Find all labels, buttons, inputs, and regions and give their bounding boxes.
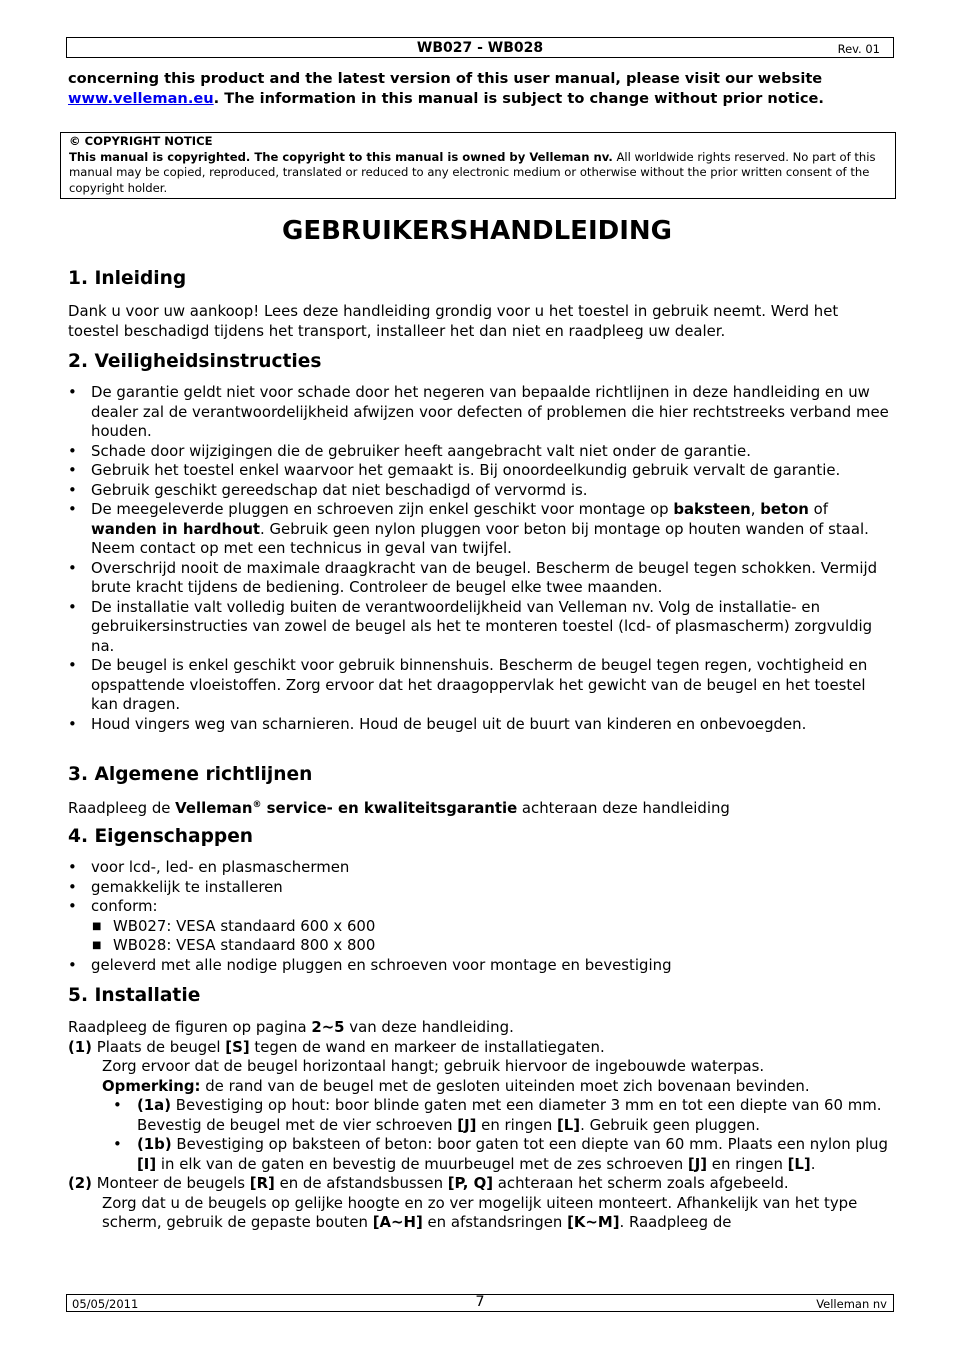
sub-list-item: ■ WB027: VESA standaard 600 x 600	[92, 916, 376, 935]
list-item: • De installatie valt volledig buiten de verantwoordelijkheid van Velleman nv. Volg de installatie- en gebruikersinstructies van zowel de beugel als het te monteren toestel (lcd- of plasmascherm) zorgvuldig na.	[68, 597, 873, 655]
copyright-notice	[60, 132, 896, 199]
list-item: • gemakkelijk te installeren	[68, 877, 283, 896]
section-heading-eigenschappen: 4. Eigenschappen	[68, 826, 254, 847]
section-heading-installatie: 5. Installatie	[68, 985, 201, 1006]
document-model-title: WB027 - WB028	[416, 40, 544, 56]
section-heading-inleiding: 1. Inleiding	[68, 268, 187, 289]
intro-text: concerning this product and the latest version of this user manual, please visit our website	[68, 70, 823, 87]
list-item: • Houd vingers weg van scharnieren. Houd de beugel uit de buurt van kinderen en onbevoegden.	[68, 714, 807, 733]
installation-steps	[68, 1018, 890, 1233]
section-text-inleiding: Dank u voor uw aankoop! Lees deze handleiding grondig voor u het toestel in gebruik neemt. Werd het toestel beschadigd tijdens het transport, installeer het dan niet en raadpleeg uw dealer.	[68, 302, 839, 340]
intro-notice	[68, 69, 888, 108]
list-item: • Gebruik geschikt gereedschap dat niet beschadigd of vervormd is.	[68, 480, 588, 499]
intro-text-end: . The information in this manual is subject to change without prior notice.	[213, 89, 824, 107]
footer-date: 05/05/2011	[72, 1297, 139, 1311]
page-number: 7	[475, 1294, 485, 1310]
list-item: • geleverd met alle nodige pluggen en schroeven voor montage en bevestiging	[68, 955, 672, 974]
page-header	[66, 37, 894, 58]
list-item: • conform:	[68, 897, 158, 915]
sub-list-item: ■ WB028: VESA standaard 800 x 800	[92, 936, 376, 954]
features-list	[68, 858, 890, 975]
revision-label: Rev. 01	[837, 42, 880, 56]
list-item: • De meegeleverde pluggen en schroeven zijn enkel geschikt voor montage op baksteen, beton of wanden in hardhout. Gebruik geen nylon pluggen voor beton bij montage op houten wanden of staal. Neem contact op met een technicus in geval van twijfel.	[68, 500, 869, 557]
list-item: • De beugel is enkel geschikt voor gebruik binnenshuis. Bescherm de beugel tegen regen, vochtigheid en opspattende vloeistoffen. Zorg ervoor dat het draagoppervlak het gewicht van de beugel en het toestel kan dragen.	[68, 656, 868, 713]
safety-list	[68, 383, 890, 734]
list-item: • Overschrijd nooit de maximale draagkracht van de beugel. Bescherm de beugel tegen schokken. Vermijd brute kracht tijdens de bediening. Controleer de beugel elke twee maanden.	[68, 558, 878, 596]
list-item: • voor lcd-, led- en plasmaschermen	[68, 858, 350, 876]
copyright-body	[69, 150, 887, 197]
list-item: • Schade door wijzigingen die de gebruiker heeft aangebracht valt niet onder de garantie.	[68, 441, 751, 460]
step-1-note: Zorg ervoor dat de beugel horizontaal hangt; gebruik hiervoor de ingebouwde waterpas.	[102, 1057, 765, 1075]
copyright-text: All worldwide rights reserved. No part of this manual may be copied, reproduced, translated or reduced to any electronic medium or otherwise without the prior written consent of the copyright holder.	[69, 149, 876, 196]
page-footer	[66, 1294, 894, 1312]
copyright-bold: This manual is copyrighted. The copyright to this manual is owned by Velleman nv.	[69, 149, 613, 164]
list-item: • Gebruik het toestel enkel waarvoor het gemaakt is. Bij onoordeelkundig gebruik vervalt de garantie.	[68, 461, 841, 479]
copyright-heading: © COPYRIGHT NOTICE	[69, 134, 213, 148]
section-text-richtlijnen: Raadpleeg de Velleman® service- en kwaliteitsgarantie achteraan deze handleiding	[68, 798, 730, 817]
step-2-note: Zorg dat u de beugels op gelijke hoogte en zo ver mogelijk uiteen monteert. Afhankelijk van het type scherm, gebruik de gepaste bouten [A~H] en afstandsringen [K~M]. Raadpleeg de	[102, 1193, 858, 1231]
step-1: (1) Plaats de beugel [S] tegen de wand en markeer de installatiegaten.	[68, 1037, 605, 1056]
footer-brand: Velleman nv	[816, 1297, 887, 1311]
step-2: (2) Monteer de beugels [R] en de afstandsbussen [P, Q] achteraan het scherm zoals afgebeeld.	[68, 1174, 789, 1192]
page-title: GEBRUIKERSHANDLEIDING	[282, 216, 672, 246]
list-item: • De garantie geldt niet voor schade door het negeren van bepaalde richtlijnen in deze handleiding en uw dealer zal de verantwoordelijkheid afwijzen voor defecten of problemen die hier rechtstreeks verband mee houden.	[68, 383, 889, 440]
installation-intro: Raadpleeg de figuren op pagina 2~5 van deze handleiding.	[68, 1018, 514, 1036]
website-link[interactable]: www.velleman.eu	[68, 89, 214, 107]
step-1a: • (1a) Bevestiging op hout: boor blinde gaten met een diameter 3 mm en tot een diepte van 60 mm. Bevestig de beugel met de vier schroeven [J] en ringen [L]. Gebruik geen pluggen.	[113, 1096, 882, 1134]
step-1b: • (1b) Bevestiging op baksteen of beton: boor gaten tot een diepte van 60 mm. Plaats een nylon plug [I] in elk van de gaten en bevestig de muurbeugel met de zes schroeven [J] en ringen [L].	[113, 1135, 888, 1173]
section-heading-veiligheid: 2. Veiligheidsinstructies	[68, 351, 322, 372]
step-1-remark: Opmerking: de rand van de beugel met de gesloten uiteinden moet zich bovenaan bevinden.	[102, 1076, 810, 1095]
section-heading-richtlijnen: 3. Algemene richtlijnen	[68, 764, 313, 785]
